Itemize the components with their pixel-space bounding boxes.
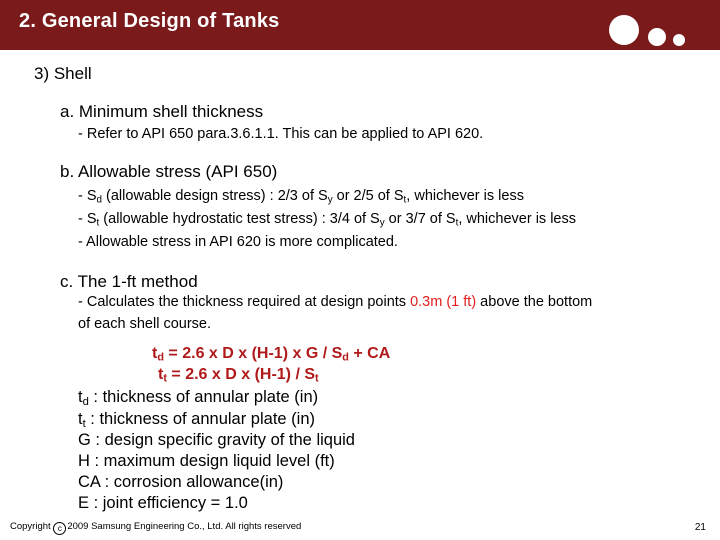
one-foot-method-line2: of each shell course. bbox=[78, 316, 211, 332]
api620-note-line: - Allowable stress in API 620 is more complicated. bbox=[78, 234, 398, 250]
allowable-test-stress-line: - $S_t$ (allowable hydrostatic test stress) : 3/4 of $S_y$ or 3/7 of $S_t$, whichever is less bbox=[78, 211, 576, 229]
title-bar bbox=[0, 0, 720, 50]
allowable-design-stress-line: - $S_d$ (allowable design stress) : 2/3 of $S_y$ or 2/5 of $S_t$, whichever is less bbox=[78, 188, 524, 206]
definition-tt: $t_t$ : thickness of annular plate (in) bbox=[78, 410, 316, 430]
definition-h: H : maximum design liquid level (ft) bbox=[78, 452, 335, 470]
subsection-b-title: b. Allowable stress (API 650) bbox=[60, 162, 278, 181]
definition-e: E : joint efficiency = 1.0 bbox=[78, 494, 248, 512]
definition-g: G : design specific gravity of the liquid bbox=[78, 431, 355, 449]
section-title: 3) Shell bbox=[34, 64, 92, 83]
subsection-a-text: - Refer to API 650 para.3.6.1.1. This can be applied to API 620. bbox=[78, 126, 484, 142]
one-foot-method-line1: - Calculates the thickness required at design points 0.3m (1 ft) above the bottom bbox=[78, 294, 593, 310]
definition-ca: CA : corrosion allowance(in) bbox=[78, 473, 284, 491]
subsection-c-title: c. The 1-ft method bbox=[60, 272, 198, 291]
definition-td: $t_d$ : thickness of annular plate (in) bbox=[78, 388, 319, 408]
copyright-icon: c bbox=[53, 522, 66, 535]
page-number: 21 bbox=[694, 522, 706, 533]
formula-test-thickness: $t_t = 2.6$ x D x $(H-1) / S_t$ bbox=[158, 366, 319, 385]
subsection-a-title: a. Minimum shell thickness bbox=[60, 102, 264, 121]
decorative-dots-icon bbox=[0, 0, 720, 50]
formula-design-thickness: $t_d = 2.6$ x D x (H-1) x G / $S_d$ + CA bbox=[152, 345, 391, 364]
copyright-footer: Copyright c 2009 Samsung Engineering Co., Ltd. All rights reserved bbox=[10, 521, 302, 533]
slide-title: 2. General Design of Tanks bbox=[19, 10, 280, 32]
